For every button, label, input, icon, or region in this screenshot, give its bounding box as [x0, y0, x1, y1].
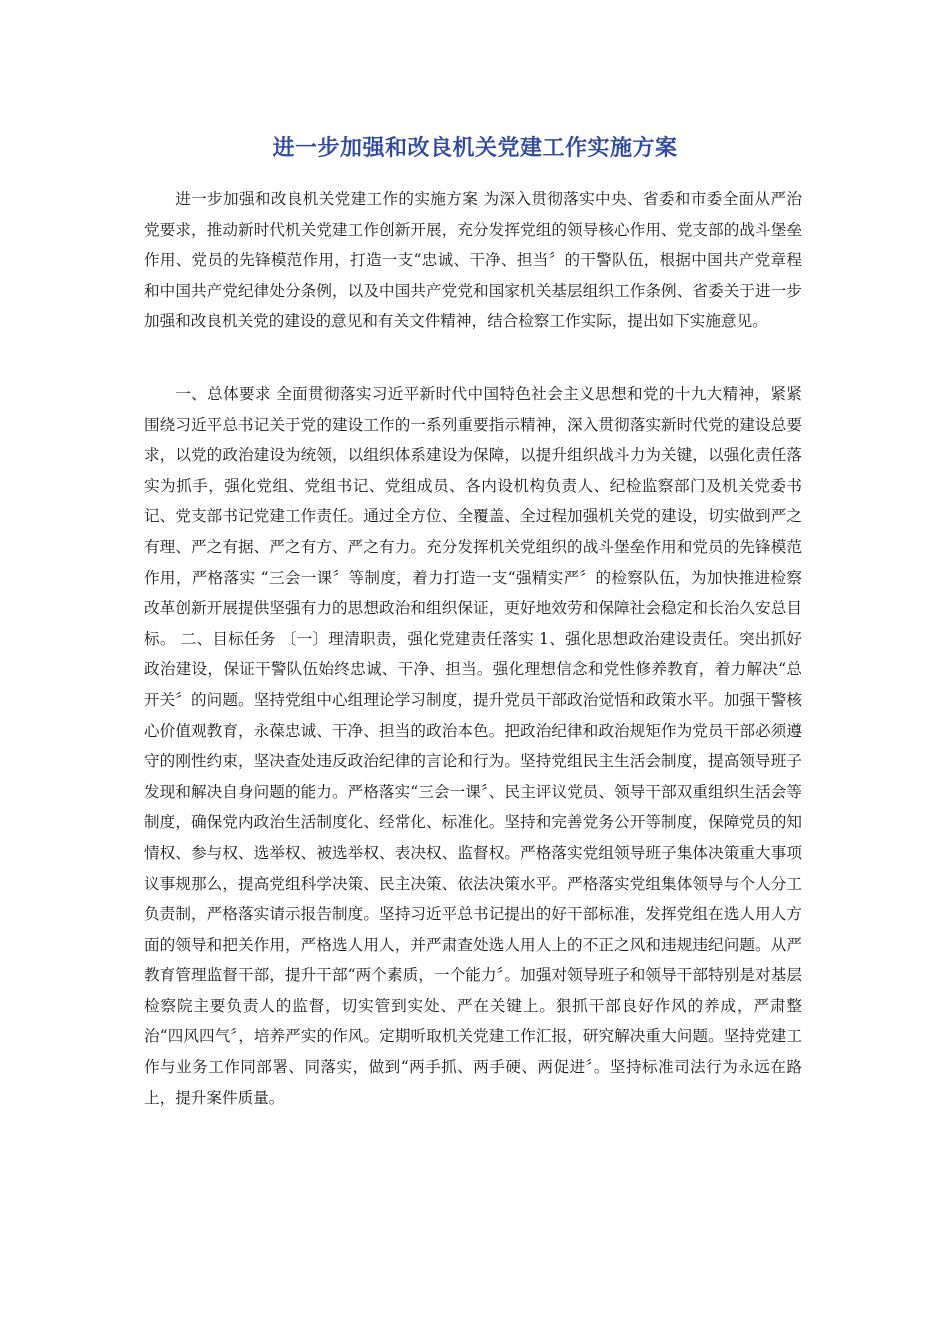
document-title: 进一步加强和改良机关党建工作实施方案: [272, 136, 678, 161]
paragraph-requirements: 一、总体要求 全面贯彻落实习近平新时代中国特色社会主义思想和党的十九大精神，紧紧围绕习近平总书记关于党的建设工作的一系列重要指示精神，深入贯彻落实新时代党的建设总要求，以党的政治建设为统领，以组织体系建设为保障，以提升组织战斗力为关键，以强化责任落实为抓手，强化党组、党组书记、党组成员、各内设机构负责人、纪检监察部门及机关党委书记、党支部书记党建工作责任。通过全方位、全覆盖、全过程加强机关党的建设，切实做到严之有理、严之有据、严之有方、严之有力。充分发挥机关党组织的战斗堡垒作用和党员的先锋模范作用，严格落实 “三会一课〞等制度，着力打造一支“强精实严〞的检察队伍，为加快推进检察改革创新开展提供坚强有力的思想政治和组织保证，更好地效劳和保障社会稳定和长治久安总目标。 二、目标任务 〔一〕理清职责，强化党建责任落实 1、强化思想政治建设责任。突出抓好政治建设，保证干警队伍始终忠诚、干净、担当。强化理想信念和党性修养教育，着力解决“总开关〞的问题。坚持党组中心组理论学习制度，提升党员干部政治觉悟和政策水平。加强干警核心价值观教育，永葆忠诚、干净、担当的政治本色。把政治纪律和政治规矩作为党员干部必须遵守的刚性约束，坚决查处违反政治纪律的言论和行为。坚持党组民主生活会制度，提高领导班子发现和解决自身问题的能力。严格落实“三会一课〞、民主评议党员、领导干部双重组织生活会等制度，确保党内政治生活制度化、经常化、标准化。坚持和完善党务公开等制度，保障党员的知情权、参与权、选举权、被选举权、表决权、监督权。严格落实党组领导班子集体决策重大事项议事规那么，提高党组科学决策、民主决策、依法决策水平。严格落实党组集体领导与个人分工负责制，严格落实请示报告制度。坚持习近平总书记提出的好干部标准，发挥党组在选人用人方面的领导和把关作用，严格选人用人，并严肃查处选人用人上的不正之风和违规违纪问题。从严教育管理监督干部，提升干部“两个素质，一个能力〞。加强对领导班子和领导干部特别是对基层检察院主要负责人的监督，切实管到实处、严在关键上。狠抓干部良好作风的养成，严肃整治“四风四气〞，培养严实的作风。定期听取机关党建工作汇报，研究解决重大问题。坚持党建工作与业务工作同部署、同落实，做到“两手抓、两手硬、两促进〞。坚持标准司法行为永远在路上，提升案件质量。: [144, 385, 802, 1107]
paragraph-intro: 进一步加强和改良机关党建工作的实施方案 为深入贯彻落实中央、省委和市委全面从严治党要求，推动新时代机关党建工作创新开展，充分发挥党组的领导核心作用、党支部的战斗堡垒作用、党员的先锋模范作用，打造一支“忠诚、干净、担当〞的干警队伍，根据中国共产党章程和中国共产党纪律处分条例，以及中国共产党党和国家机关基层组织工作条例、省委关于进一步加强和改良机关党的建设的意见和有关文件精神，结合检察工作实际，提出如下实施意见。: [144, 190, 802, 331]
